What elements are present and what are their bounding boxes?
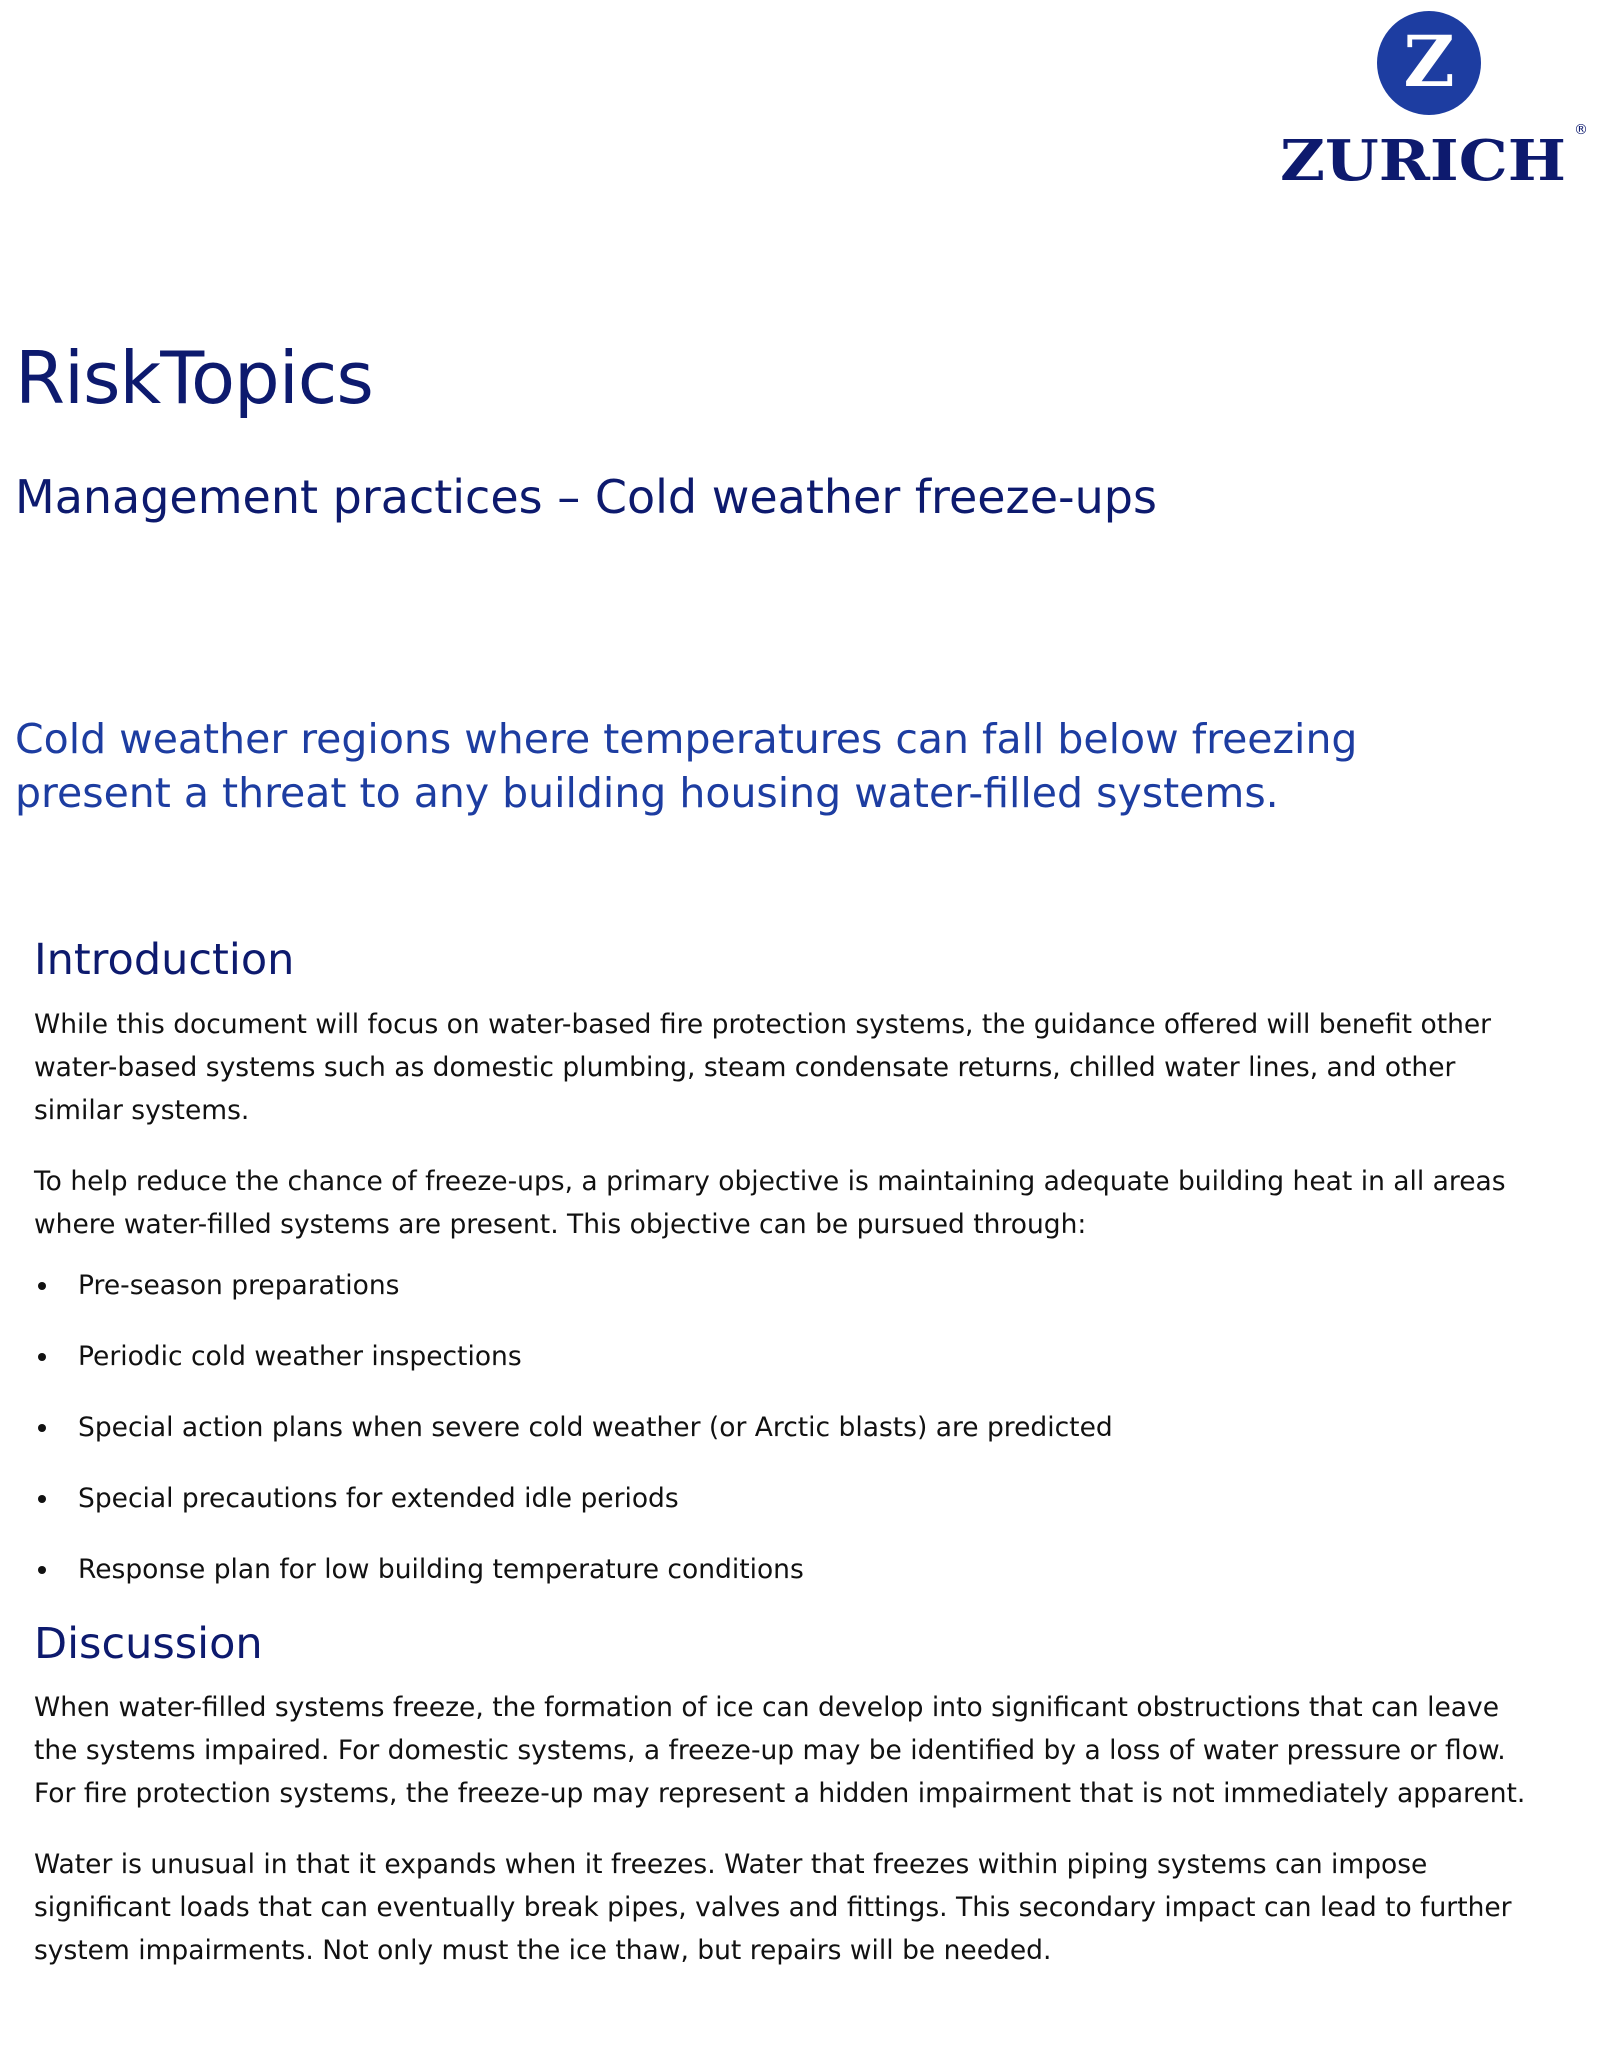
- registered-mark: ®: [1574, 122, 1588, 138]
- objective-list: [34, 1264, 1534, 1591]
- list-item-text: Special precautions for extended idle periods: [78, 1482, 679, 1514]
- bullet-icon: [38, 1495, 46, 1503]
- list-item: [34, 1406, 1534, 1449]
- list-item: [34, 1264, 1534, 1307]
- introduction-paragraph: While this document will focus on water-based fire protection systems, the guidance offered will benefit other water-based systems such as domestic plumbing, steam condensate returns, chilled water lines, and other similar systems.: [34, 1008, 1492, 1126]
- bullet-icon: [38, 1566, 46, 1574]
- bullet-icon: [38, 1424, 46, 1432]
- discussion-paragraph: When water-filled systems freeze, the formation of ice can develop into significant obstructions that can leave the systems impaired. For domestic systems, a freeze-up may be identified by a loss of water pressure or flow. For fire protection systems, the freeze-up may represent a hidden impairment that is not immediately apparent.: [34, 1692, 1526, 1810]
- page-subtitle: Management practices – Cold weather freeze-ups: [15, 470, 1157, 524]
- page-title: RiskTopics: [15, 336, 373, 420]
- list-item-text: Response plan for low building temperature conditions: [78, 1553, 804, 1585]
- zurich-logo: [1276, 8, 1586, 198]
- bullet-icon: [38, 1353, 46, 1361]
- discussion-paragraph: Water is unusual in that it expands when it freezes. Water that freezes within piping systems can impose significant loads that can eventually break pipes, valves and fittings. This secondary impact can lead to further system impairments. Not only must the ice thaw, but repairs will be needed.: [34, 1849, 1512, 1967]
- list-item: [34, 1548, 1534, 1591]
- zurich-logo-graphic: [1276, 8, 1586, 198]
- introduction-paragraph: To help reduce the chance of freeze-ups, a primary objective is maintaining adequate building heat in all areas where water-filled systems are present. This objective can be pursued through:: [34, 1165, 1506, 1240]
- bullet-icon: [38, 1282, 46, 1290]
- lead-statement: Cold weather regions where temperatures can fall below freezing present a threat to any building housing water-filled systems.: [15, 715, 1358, 817]
- list-item-text: Periodic cold weather inspections: [78, 1340, 522, 1372]
- discussion-heading: Discussion: [34, 1618, 263, 1669]
- document-body: [34, 935, 1534, 1972]
- list-item: [34, 1477, 1534, 1520]
- logo-emblem-letter: Z: [1403, 20, 1455, 103]
- list-item: [34, 1335, 1534, 1378]
- logo-wordmark: ZURICH: [1280, 128, 1566, 194]
- list-item-text: Pre-season preparations: [78, 1269, 400, 1301]
- introduction-heading: Introduction: [34, 935, 295, 985]
- list-item-text: Special action plans when severe cold weather (or Arctic blasts) are predicted: [78, 1411, 1113, 1443]
